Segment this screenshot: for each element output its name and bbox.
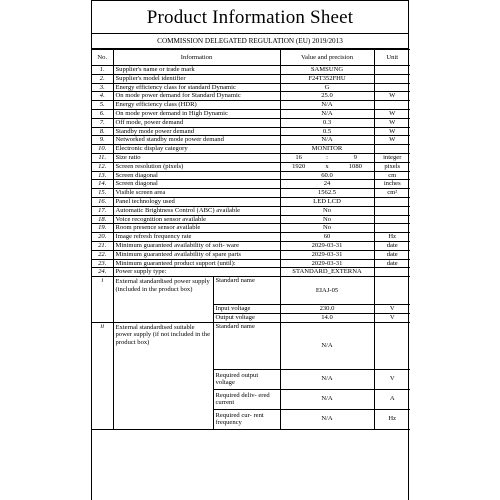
row-unit (374, 197, 410, 206)
row-number: 15. (92, 189, 113, 198)
row-value (280, 153, 374, 162)
table-row (92, 189, 410, 198)
row-unit: pixels (374, 162, 410, 171)
row-value: MONITOR (280, 145, 374, 154)
required-current-value: N/A (280, 389, 374, 409)
row-number: 6. (92, 109, 113, 118)
row-value: N/A (280, 101, 374, 110)
row-information: Energy efficiency class for standard Dynamic (113, 83, 280, 92)
product-information-sheet (91, 0, 409, 500)
row-number: 16. (92, 197, 113, 206)
row-unit: date (374, 250, 410, 259)
product-info-table (92, 49, 410, 430)
row-unit (374, 206, 410, 215)
page-title: Product Information Sheet (92, 0, 408, 34)
row-information: Screen diagonal (113, 171, 280, 180)
row-information: Supplier's name or trade mark (113, 66, 280, 75)
row-information: Visible screen area (113, 189, 280, 198)
required-voltage-unit: V (374, 369, 410, 389)
row-number: 5. (92, 101, 113, 110)
row-unit (374, 215, 410, 224)
row-unit: W (374, 92, 410, 101)
table-row (92, 162, 410, 171)
psu-included-standard-value: EIAJ-05 (280, 277, 374, 305)
psu-suitable-standard-unit (374, 322, 410, 369)
header-no: No. (92, 50, 113, 66)
required-frequency-value: N/A (280, 409, 374, 429)
row-value: F24T352FHU (280, 74, 374, 83)
table-row (92, 171, 410, 180)
row-information: Electronic display category (113, 145, 280, 154)
table-row (92, 83, 410, 92)
header-unit: Unit (374, 50, 410, 66)
row-unit: Hz (374, 233, 410, 242)
row-number: 19. (92, 224, 113, 233)
output-voltage-value: 14.0 (280, 313, 374, 322)
required-frequency-unit: Hz (374, 409, 410, 429)
table-row (92, 118, 410, 127)
row-information: Screen diagonal (113, 180, 280, 189)
row-number: ii (92, 322, 113, 429)
table-row (92, 206, 410, 215)
table-row (92, 250, 410, 259)
table-row (92, 197, 410, 206)
row-value: No (280, 224, 374, 233)
table-row (92, 92, 410, 101)
table-row (92, 259, 410, 268)
row-unit (374, 101, 410, 110)
resolution-vertical: 1080 (348, 162, 362, 170)
row-number: 17. (92, 206, 113, 215)
row-number: 12. (92, 162, 113, 171)
row-value: 24 (280, 180, 374, 189)
row-value: LED LCD (280, 197, 374, 206)
row-value: 2029-03-31 (280, 259, 374, 268)
row-value: N/A (280, 109, 374, 118)
row-number: 18. (92, 215, 113, 224)
input-voltage-value: 230.0 (280, 305, 374, 314)
row-unit: inches (374, 180, 410, 189)
row-number: 23. (92, 259, 113, 268)
row-unit (374, 66, 410, 75)
row-information: Off mode, power demand (113, 118, 280, 127)
required-frequency-label: Required cur- rent frequency (213, 409, 280, 429)
table-row (92, 109, 410, 118)
row-value: SAMSUNG (280, 66, 374, 75)
row-number: 20. (92, 233, 113, 242)
row-value: 0.5 (280, 127, 374, 136)
row-value: 0.3 (280, 118, 374, 127)
row-number: 1. (92, 66, 113, 75)
row-number: 3. (92, 83, 113, 92)
row-number: 13. (92, 171, 113, 180)
row-number: 14. (92, 180, 113, 189)
row-unit: W (374, 136, 410, 145)
row-number: 24. (92, 268, 113, 277)
row-information: Panel technology used (113, 197, 280, 206)
row-value: N/A (280, 136, 374, 145)
row-information: Image refresh frequency rate (113, 233, 280, 242)
row-number: 7. (92, 118, 113, 127)
psu-included-row (92, 277, 410, 305)
ratio-height: 9 (353, 154, 357, 162)
table-row (92, 136, 410, 145)
table-row (92, 127, 410, 136)
input-voltage-unit: V (374, 305, 410, 314)
row-value: 1562.5 (280, 189, 374, 198)
row-information: Voice recognition sensor available (113, 215, 280, 224)
row-information: Energy efficiency class (HDR) (113, 101, 280, 110)
header-value: Value and precision (280, 50, 374, 66)
ratio-separator: : (326, 154, 328, 162)
psu-included-description: External standardised power supply (included in the product box) (113, 277, 213, 323)
psu-suitable-standard-value: N/A (280, 322, 374, 369)
row-value: STANDARD_EXTERNA (280, 268, 374, 277)
table-row (92, 101, 410, 110)
psu-suitable-standard-label: Standard name (213, 322, 280, 369)
table-row (92, 215, 410, 224)
row-value: No (280, 215, 374, 224)
row-information: Automatic Brightness Control (ABC) available (113, 206, 280, 215)
row-unit (374, 145, 410, 154)
row-number: i (92, 277, 113, 323)
row-information: Standby mode power demand (113, 127, 280, 136)
psu-suitable-description: External standardised suitable power supply (if not included in the product box) (113, 322, 213, 429)
table-row (92, 153, 410, 162)
table-row (92, 224, 410, 233)
row-information: Screen resolution (pixels) (113, 162, 280, 171)
table-header-row (92, 50, 410, 66)
row-unit: W (374, 118, 410, 127)
psu-included-standard-unit (374, 277, 410, 305)
row-number: 9. (92, 136, 113, 145)
row-unit: W (374, 127, 410, 136)
required-voltage-label: Required output voltage (213, 369, 280, 389)
table-row (92, 241, 410, 250)
row-value: 2029-03-31 (280, 241, 374, 250)
table-row (92, 74, 410, 83)
row-value: 60 (280, 233, 374, 242)
row-value: No (280, 206, 374, 215)
row-number: 2. (92, 74, 113, 83)
row-value: G (280, 83, 374, 92)
psu-suitable-row (92, 322, 410, 369)
row-information: Minimum guaranteed availability of spare parts (113, 250, 280, 259)
row-value: 2029-03-31 (280, 250, 374, 259)
row-unit: W (374, 109, 410, 118)
row-unit: date (374, 241, 410, 250)
row-number: 4. (92, 92, 113, 101)
table-row (92, 268, 410, 277)
row-information: Supplier's model identifier (113, 74, 280, 83)
row-unit: cm (374, 171, 410, 180)
row-information: Room presence sensor available (113, 224, 280, 233)
row-number: 11. (92, 153, 113, 162)
regulation-heading: COMMISSION DELEGATED REGULATION (EU) 2019/2013 (92, 34, 408, 49)
row-information: Networked standby mode power demand (113, 136, 280, 145)
row-value: 25.0 (280, 92, 374, 101)
row-unit (374, 74, 410, 83)
required-current-label: Required deliv- ered current (213, 389, 280, 409)
input-voltage-label: Input voltage (213, 305, 280, 314)
row-value: 60.0 (280, 171, 374, 180)
row-information: On mode power demand in High Dynamic (113, 109, 280, 118)
row-unit (374, 268, 410, 277)
row-information: Power supply type: (113, 268, 280, 277)
row-unit: cm² (374, 189, 410, 198)
required-voltage-value: N/A (280, 369, 374, 389)
resolution-separator: x (325, 162, 329, 170)
table-row (92, 180, 410, 189)
row-number: 8. (92, 127, 113, 136)
row-information: Minimum guaranteed product support (until): (113, 259, 280, 268)
resolution-horizontal: 1920 (292, 162, 306, 170)
table-row (92, 233, 410, 242)
output-voltage-unit: V (374, 313, 410, 322)
row-unit: integer (374, 153, 410, 162)
row-unit (374, 224, 410, 233)
header-information: Information (113, 50, 280, 66)
row-information: On mode power demand for Standard Dynamic (113, 92, 280, 101)
row-unit (374, 83, 410, 92)
row-unit: date (374, 259, 410, 268)
psu-included-standard-label: Standard name (213, 277, 280, 305)
row-number: 22. (92, 250, 113, 259)
row-number: 21. (92, 241, 113, 250)
row-value (280, 162, 374, 171)
row-information: Minimum guaranteed availability of soft- ware (113, 241, 280, 250)
table-row (92, 145, 410, 154)
row-number: 10. (92, 145, 113, 154)
table-row (92, 66, 410, 75)
required-current-unit: A (374, 389, 410, 409)
ratio-width: 16 (295, 154, 302, 162)
row-information: Size ratio (113, 153, 280, 162)
output-voltage-label: Output voltage (213, 313, 280, 322)
